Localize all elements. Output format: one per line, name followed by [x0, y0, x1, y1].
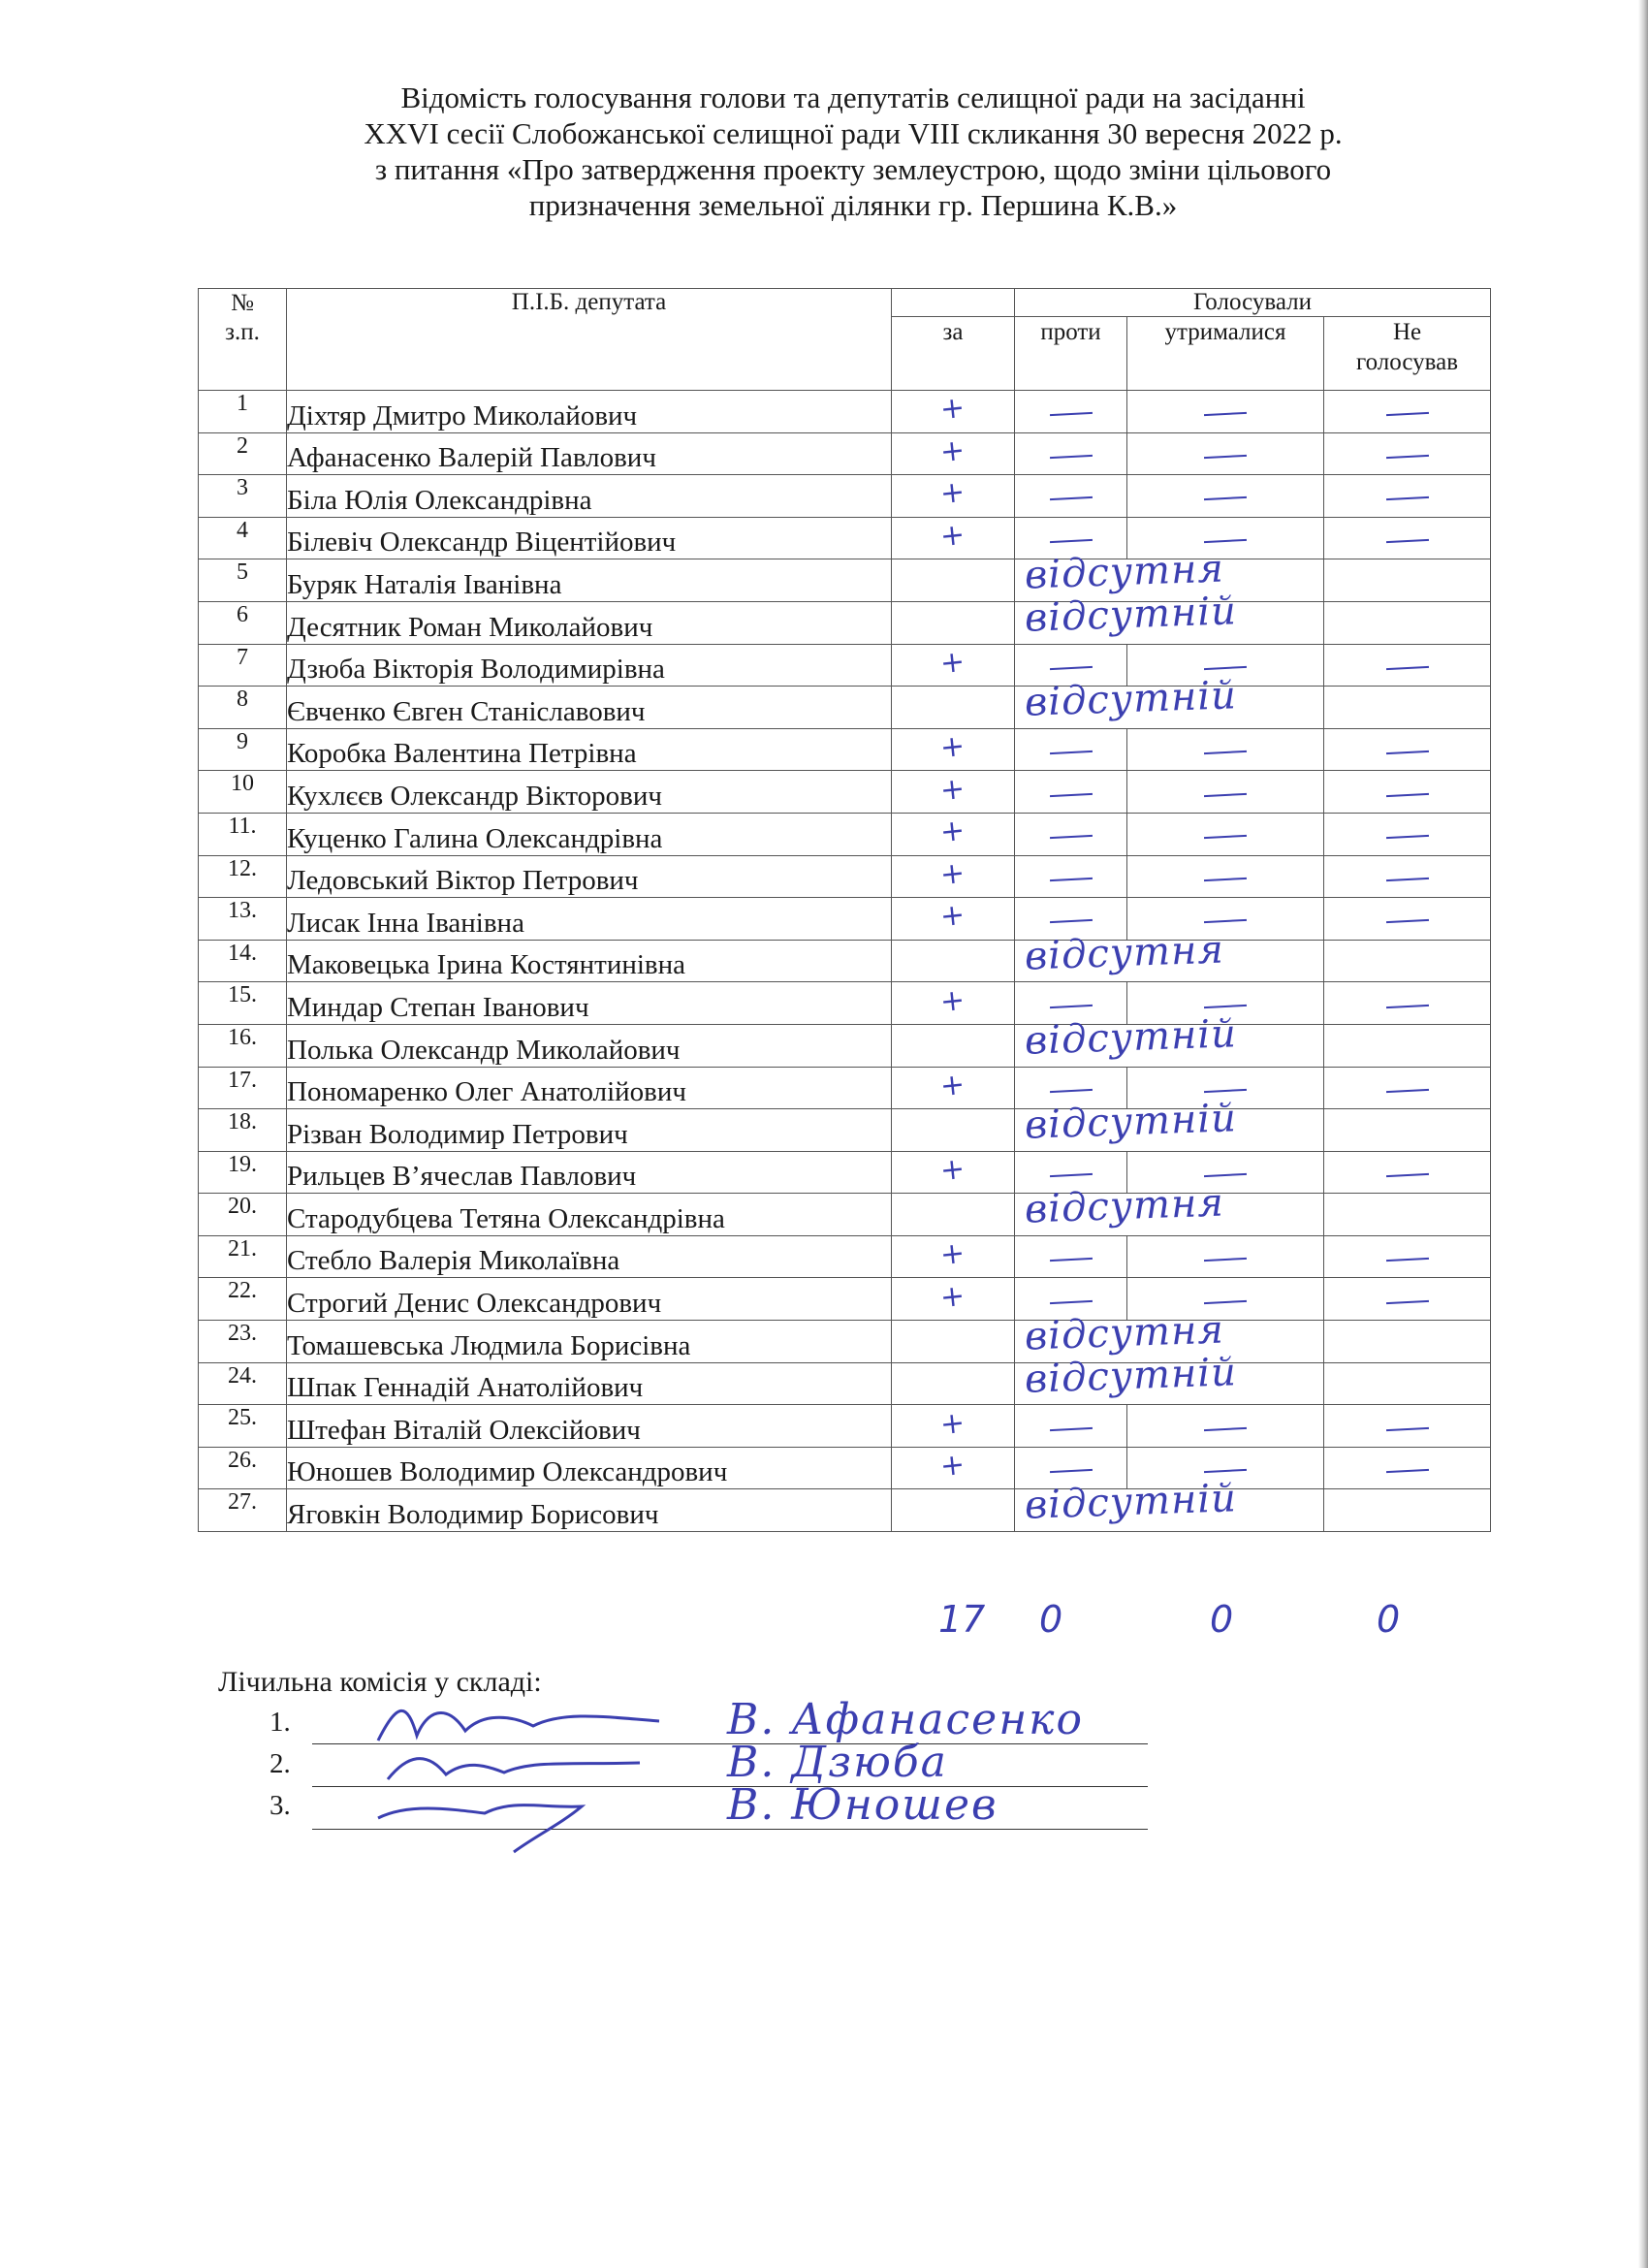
header-abstained: утрималися — [1127, 317, 1324, 391]
deputy-name: Шпак Геннадій Анатолійович — [287, 1362, 892, 1405]
dash-mark — [1385, 792, 1428, 796]
deputy-name: Біла Юлія Олександрівна — [287, 475, 892, 518]
table-row — [199, 601, 1491, 644]
absent-mark: відсутній — [1024, 1349, 1238, 1402]
row-number: 6 — [199, 601, 287, 644]
dash-mark — [1385, 1469, 1428, 1473]
absent-cell — [1015, 1476, 1324, 1532]
table-row — [199, 813, 1491, 855]
deputy-name: Кухлєєв Олександр Вікторович — [287, 771, 892, 814]
plus-mark: + — [938, 1447, 967, 1485]
vote-for-cell — [892, 1024, 1015, 1067]
title-line-4: призначення земельної ділянки гр. Першина К.В.» — [528, 188, 1178, 222]
row-number: 12. — [199, 855, 287, 898]
deputy-name: Буряк Наталія Іванівна — [287, 559, 892, 602]
table-row — [199, 1067, 1491, 1109]
vote-abstained-cell — [1127, 855, 1324, 898]
absent-mark: відсутній — [1024, 1476, 1238, 1529]
vote-not-voted-cell — [1324, 940, 1491, 982]
signature-name: В. Юношев — [727, 1780, 998, 1830]
absent-cell — [1015, 1180, 1324, 1236]
table-row — [199, 1447, 1491, 1489]
row-number: 3 — [199, 475, 287, 518]
total-abstained: 0 — [1210, 1598, 1234, 1641]
plus-mark: + — [938, 1151, 967, 1189]
dash-mark — [1204, 878, 1247, 881]
dash-mark — [1049, 412, 1092, 416]
vote-not-voted-cell — [1324, 813, 1491, 855]
title-line-2: XXVI сесії Слобожанської селищної ради VIII скликання 30 вересня 2022 р. — [364, 116, 1343, 150]
dash-mark — [1204, 455, 1247, 459]
deputy-name: Різван Володимир Петрович — [287, 1109, 892, 1152]
plus-mark: + — [938, 898, 967, 935]
vote-not-voted-cell — [1324, 1235, 1491, 1278]
vote-not-voted-cell — [1324, 1278, 1491, 1321]
title-line-3: з питання «Про затвердження проекту землеустрою, щодо зміни цільового — [374, 152, 1332, 186]
table-row — [199, 855, 1491, 898]
total-against: 0 — [1039, 1598, 1063, 1641]
vote-against-cell — [1015, 813, 1127, 855]
vote-not-voted-cell — [1324, 559, 1491, 602]
vote-for-cell — [892, 728, 1015, 771]
dash-mark — [1204, 1426, 1247, 1430]
signature-name: В. Дзюба — [727, 1738, 948, 1787]
vote-not-voted-cell — [1324, 1067, 1491, 1109]
deputy-name: Штефан Віталій Олексійович — [287, 1405, 892, 1448]
absent-mark: відсутній — [1024, 673, 1238, 725]
row-number: 23. — [199, 1321, 287, 1363]
row-number: 9 — [199, 728, 287, 771]
dash-mark — [1385, 412, 1428, 416]
vote-not-voted-cell — [1324, 1447, 1491, 1489]
dash-mark — [1049, 1258, 1092, 1262]
deputy-name: Строгий Денис Олександрович — [287, 1278, 892, 1321]
vote-abstained-cell — [1127, 391, 1324, 433]
vote-not-voted-cell — [1324, 982, 1491, 1025]
dash-mark — [1385, 1258, 1428, 1262]
plus-mark: + — [938, 517, 967, 555]
dash-mark — [1385, 1089, 1428, 1093]
vote-abstained-cell — [1127, 813, 1324, 855]
row-number: 8 — [199, 687, 287, 729]
commission-label: Лічильна комісія у складі: — [218, 1666, 542, 1698]
row-number: 22. — [199, 1278, 287, 1321]
dash-mark — [1049, 751, 1092, 754]
table-row — [199, 898, 1491, 941]
deputy-name: Куценко Галина Олександрівна — [287, 813, 892, 855]
table-row — [199, 517, 1491, 559]
header-number-abbr: з.п. — [225, 319, 260, 345]
vote-not-voted-cell — [1324, 1405, 1491, 1448]
plus-mark: + — [938, 1278, 967, 1315]
dash-mark — [1385, 1300, 1428, 1304]
row-number: 13. — [199, 898, 287, 941]
dash-mark — [1385, 751, 1428, 754]
row-number: 14. — [199, 940, 287, 982]
table-row — [199, 728, 1491, 771]
row-number: 21. — [199, 1235, 287, 1278]
plus-mark: + — [938, 814, 967, 850]
dash-mark — [1049, 496, 1092, 500]
header-number-symbol: № — [231, 290, 254, 316]
row-number: 27. — [199, 1489, 287, 1532]
vote-for-cell — [892, 982, 1015, 1025]
plus-mark: + — [938, 1067, 967, 1104]
vote-not-voted-cell — [1324, 687, 1491, 729]
vote-against-cell — [1015, 855, 1127, 898]
vote-for-cell — [892, 1194, 1015, 1236]
row-number: 26. — [199, 1447, 287, 1489]
vote-against-cell — [1015, 728, 1127, 771]
vote-against-cell — [1015, 432, 1127, 475]
row-number: 18. — [199, 1109, 287, 1152]
table-row — [199, 687, 1491, 729]
dash-mark — [1049, 1173, 1092, 1177]
table-row — [199, 982, 1491, 1025]
dash-mark — [1204, 1004, 1247, 1007]
plus-mark: + — [938, 475, 967, 512]
table-row — [199, 1235, 1491, 1278]
vote-not-voted-cell — [1324, 1194, 1491, 1236]
header-not-voted-line1: Не — [1392, 319, 1422, 345]
dash-mark — [1385, 666, 1428, 670]
dash-mark — [1204, 1300, 1247, 1304]
title-line-1: Відомість голосування голови та депутатів селищної ради на засіданні — [400, 80, 1306, 114]
header-not-voted — [1324, 317, 1491, 391]
deputy-name: Маковецька Ірина Костянтинівна — [287, 940, 892, 982]
vote-for-cell — [892, 517, 1015, 559]
table-row — [199, 1109, 1491, 1152]
row-number: 20. — [199, 1194, 287, 1236]
total-not-voted: 0 — [1377, 1598, 1401, 1641]
vote-for-cell — [892, 432, 1015, 475]
vote-not-voted-cell — [1324, 1109, 1491, 1152]
deputy-name: Миндар Степан Іванович — [287, 982, 892, 1025]
vote-abstained-cell — [1127, 1235, 1324, 1278]
dash-mark — [1385, 1173, 1428, 1177]
absent-mark: відсутній — [1024, 1096, 1238, 1148]
vote-for-cell — [892, 1151, 1015, 1194]
dash-mark — [1049, 455, 1092, 459]
table-row — [199, 1405, 1491, 1448]
deputy-name: Полька Олександр Миколайович — [287, 1024, 892, 1067]
table-row — [199, 1278, 1491, 1321]
vote-not-voted-cell — [1324, 1024, 1491, 1067]
dash-mark — [1049, 1300, 1092, 1304]
deputy-name: Дзюба Вікторія Володимирівна — [287, 644, 892, 687]
absent-mark: відсутня — [1024, 927, 1225, 979]
dash-mark — [1385, 878, 1428, 881]
dash-mark — [1385, 835, 1428, 839]
vote-for-cell — [892, 771, 1015, 814]
vote-for-cell — [892, 644, 1015, 687]
vote-not-voted-cell — [1324, 898, 1491, 941]
voting-rows — [199, 391, 1491, 1532]
table-row — [199, 1321, 1491, 1363]
table-row — [199, 1489, 1491, 1532]
vote-against-cell — [1015, 1235, 1127, 1278]
dash-mark — [1204, 412, 1247, 416]
vote-for-cell — [892, 1447, 1015, 1489]
vote-abstained-cell — [1127, 1405, 1324, 1448]
plus-mark: + — [938, 1405, 967, 1442]
header-against: проти — [1015, 317, 1127, 391]
deputy-name: Діхтяр Дмитро Миколайович — [287, 391, 892, 433]
deputy-name: Яговкін Володимир Борисович — [287, 1489, 892, 1532]
row-number: 25. — [199, 1405, 287, 1448]
row-number: 7 — [199, 644, 287, 687]
table-row — [199, 1194, 1491, 1236]
deputy-name: Ледовський Віктор Петрович — [287, 855, 892, 898]
absent-cell — [1015, 1349, 1324, 1405]
deputy-name: Афанасенко Валерій Павлович — [287, 432, 892, 475]
dash-mark — [1049, 539, 1092, 543]
absent-mark: відсутній — [1024, 1011, 1238, 1064]
table-row — [199, 771, 1491, 814]
dash-mark — [1049, 792, 1092, 796]
vote-not-voted-cell — [1324, 1151, 1491, 1194]
row-number: 5 — [199, 559, 287, 602]
absent-mark: відсутній — [1024, 589, 1238, 641]
dash-mark — [1204, 1089, 1247, 1093]
deputy-name: Стебло Валерія Миколаївна — [287, 1235, 892, 1278]
deputy-name: Юношев Володимир Олександрович — [287, 1447, 892, 1489]
vote-not-voted-cell — [1324, 432, 1491, 475]
table-row — [199, 1151, 1491, 1194]
header-name: П.І.Б. депутата — [287, 289, 892, 391]
table-row — [199, 940, 1491, 982]
vote-for-cell — [892, 1278, 1015, 1321]
row-number: 17. — [199, 1067, 287, 1109]
plus-mark: + — [938, 728, 967, 766]
signature-name: В. Афанасенко — [727, 1695, 1084, 1744]
vote-not-voted-cell — [1324, 601, 1491, 644]
table-row — [199, 1362, 1491, 1405]
vote-abstained-cell — [1127, 728, 1324, 771]
total-for: 17 — [938, 1598, 986, 1641]
vote-not-voted-cell — [1324, 517, 1491, 559]
absent-mark: відсутня — [1024, 1180, 1225, 1232]
row-number: 16. — [199, 1024, 287, 1067]
dash-mark — [1049, 1089, 1092, 1093]
dash-mark — [1204, 919, 1247, 923]
dash-mark — [1204, 539, 1247, 543]
absent-mark: відсутня — [1024, 546, 1225, 598]
table-row — [199, 432, 1491, 475]
voting-table — [198, 288, 1491, 1532]
deputy-name: Євченко Євген Станіславович — [287, 687, 892, 729]
dash-mark — [1049, 666, 1092, 670]
vote-abstained-cell — [1127, 432, 1324, 475]
dash-mark — [1385, 539, 1428, 543]
signature-number: 1. — [269, 1707, 291, 1738]
absent-cell — [1015, 927, 1324, 982]
dash-mark — [1049, 919, 1092, 923]
row-number: 15. — [199, 982, 287, 1025]
vote-not-voted-cell — [1324, 855, 1491, 898]
vote-for-cell — [892, 475, 1015, 518]
vote-for-cell — [892, 687, 1015, 729]
plus-mark: + — [938, 432, 967, 470]
vote-not-voted-cell — [1324, 728, 1491, 771]
vote-against-cell — [1015, 475, 1127, 518]
vote-for-cell — [892, 855, 1015, 898]
dash-mark — [1204, 792, 1247, 796]
dash-mark — [1385, 919, 1428, 923]
absent-cell — [1015, 589, 1324, 644]
dash-mark — [1049, 835, 1092, 839]
plus-mark: + — [938, 391, 967, 428]
vote-against-cell — [1015, 771, 1127, 814]
deputy-name: Десятник Роман Миколайович — [287, 601, 892, 644]
vote-for-cell — [892, 1489, 1015, 1532]
header-for: за — [892, 317, 1015, 391]
signature-scribble — [368, 1779, 679, 1857]
vote-not-voted-cell — [1324, 1489, 1491, 1532]
deputy-name: Томашевська Людмила Борисівна — [287, 1321, 892, 1363]
row-number: 10 — [199, 771, 287, 814]
dash-mark — [1385, 496, 1428, 500]
deputy-name: Стародубцева Тетяна Олександрівна — [287, 1194, 892, 1236]
dash-mark — [1049, 1426, 1092, 1430]
row-number: 1 — [199, 391, 287, 433]
dash-mark — [1049, 878, 1092, 881]
vote-for-cell — [892, 1405, 1015, 1448]
dash-mark — [1385, 1426, 1428, 1430]
header-blank — [892, 289, 1015, 317]
vote-for-cell — [892, 1067, 1015, 1109]
plus-mark: + — [938, 771, 967, 808]
vote-for-cell — [892, 1109, 1015, 1152]
absent-cell — [1015, 1096, 1324, 1152]
vote-for-cell — [892, 1235, 1015, 1278]
vote-for-cell — [892, 1321, 1015, 1363]
vote-for-cell — [892, 1362, 1015, 1405]
plus-mark: + — [938, 855, 967, 893]
plus-mark: + — [938, 1235, 967, 1273]
scan-edge — [1638, 0, 1648, 2268]
vote-abstained-cell — [1127, 771, 1324, 814]
row-number: 19. — [199, 1151, 287, 1194]
vote-for-cell — [892, 940, 1015, 982]
dash-mark — [1049, 1004, 1092, 1007]
vote-not-voted-cell — [1324, 771, 1491, 814]
dash-mark — [1204, 1173, 1247, 1177]
absent-cell — [1015, 1011, 1324, 1067]
absent-cell — [1015, 673, 1324, 729]
vote-abstained-cell — [1127, 475, 1324, 518]
vote-against-cell — [1015, 1405, 1127, 1448]
table-row — [199, 391, 1491, 433]
header-number — [199, 289, 287, 391]
vote-not-voted-cell — [1324, 644, 1491, 687]
vote-not-voted-cell — [1324, 1362, 1491, 1405]
dash-mark — [1204, 835, 1247, 839]
totals-row — [0, 1598, 1648, 1646]
signature-number: 3. — [269, 1790, 291, 1821]
deputy-name: Рильцев В’ячеслав Павлович — [287, 1151, 892, 1194]
vote-for-cell — [892, 391, 1015, 433]
plus-mark: + — [938, 982, 967, 1019]
vote-for-cell — [892, 813, 1015, 855]
header-voted: Голосували — [1015, 289, 1491, 317]
dash-mark — [1204, 1258, 1247, 1262]
deputy-name: Білевіч Олександр Віцентійович — [287, 517, 892, 559]
table-row — [199, 475, 1491, 518]
vote-against-cell — [1015, 391, 1127, 433]
dash-mark — [1204, 666, 1247, 670]
row-number: 4 — [199, 517, 287, 559]
vote-not-voted-cell — [1324, 1321, 1491, 1363]
document-title — [194, 80, 1512, 223]
vote-not-voted-cell — [1324, 475, 1491, 518]
plus-mark: + — [938, 644, 967, 682]
table-row — [199, 644, 1491, 687]
dash-mark — [1204, 1469, 1247, 1473]
table-row — [199, 1024, 1491, 1067]
row-number: 2 — [199, 432, 287, 475]
absent-mark: відсутня — [1024, 1307, 1225, 1359]
header-not-voted-line2: голосував — [1355, 349, 1459, 375]
table-row — [199, 559, 1491, 602]
row-number: 11. — [199, 813, 287, 855]
vote-not-voted-cell — [1324, 391, 1491, 433]
dash-mark — [1204, 751, 1247, 754]
deputy-name: Пономаренко Олег Анатолійович — [287, 1067, 892, 1109]
vote-for-cell — [892, 898, 1015, 941]
deputy-name: Коробка Валентина Петрівна — [287, 728, 892, 771]
dash-mark — [1385, 1004, 1428, 1007]
dash-mark — [1049, 1469, 1092, 1473]
dash-mark — [1204, 496, 1247, 500]
row-number: 24. — [199, 1362, 287, 1405]
dash-mark — [1385, 455, 1428, 459]
vote-for-cell — [892, 559, 1015, 602]
vote-for-cell — [892, 601, 1015, 644]
signature-number: 2. — [269, 1748, 291, 1779]
deputy-name: Лисак Інна Іванівна — [287, 898, 892, 941]
